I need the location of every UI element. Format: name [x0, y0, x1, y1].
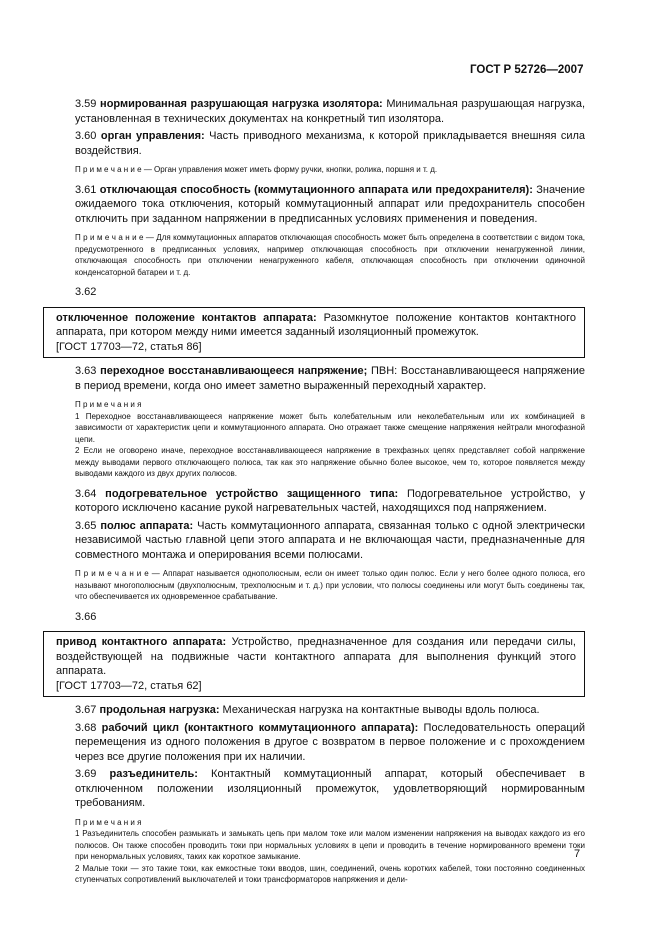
entry-3-66: привод контактного аппарата: Устройство, предназначенное для создания или передачи силы, воздействующей на подвижные части контактного аппарата для выполнения функций этого аппарата. — [56, 636, 576, 677]
entry-3-68: 3.68 рабочий цикл (контактного коммутационного аппарата): Последовательность операций перемещения из одного положения в другое с возвратом в первое положение и с прохождением через все другие положения при их наличии. — [75, 721, 585, 763]
entry-3-63: 3.63 переходное восстанавливающееся напряжение; ПВН: Восстанавливающееся напряжение в период времени, когда оно имеет заметно выраженный переходный характер. — [75, 365, 586, 392]
note-item: 1 Переходное восстанавливающееся напряжение может быть колебательным или неколебательным или их комбинацией в зависимости от характеристик цепи и коммутационного аппарата. Оно отражает также смещение напряжения нейтрали многофазной цепи. — [75, 411, 585, 444]
page-number: 7 — [574, 848, 581, 860]
entry-3-60: 3.60 орган управления: Часть приводного механизма, к которой прикладывается внешняя сила воздействия. — [75, 130, 585, 157]
entry-3-69: 3.69 разъединитель: Контактный коммутационный аппарат, который обеспечивает в отключенном положении изоляционный промежуток, удовлетворяющий нормированным требованиям. — [75, 768, 585, 809]
note-3-60: П р и м е ч а н и е — Орган управления может иметь форму ручки, кнопки, ролика, поршня и т. д. — [75, 165, 438, 174]
entry-3-64: 3.64 подогревательное устройство защищенного типа: Подогревательное устройство, у которого исключено касание рукой нагревательных частей, находящихся под напряжением. — [75, 487, 585, 514]
entry-3-62-source: [ГОСТ 17703—72, статья 86] — [56, 340, 202, 353]
note-3-65: П р и м е ч а н и е — Аппарат называется однополюсным, если он имеет только один полюс. Если у него более одного полюса, его называют многополюсным (двухполюсным, трехполюсным и т. д.) при условии, что полюсы соединены или могут быть соединены так, что обеспечивается их одновременное срабатывание. — [75, 569, 586, 601]
note-item: 1 Разъединитель способен размыкать и замыкать цепь при малом токе или малом изменении напряжения на выводах каждого из его полюсов. Он также способен проводить токи при нормальных условиях в цепи и проводить в течение нормированного времени токи при ненормальных условиях, таких как короткое замыкание. — [75, 829, 585, 861]
notes-3-69 — [75, 817, 585, 886]
entry-3-62-box — [43, 307, 585, 359]
notes-3-69-label: П р и м е ч а н и я — [75, 817, 142, 827]
notes-3-63-label: П р и м е ч а н и я — [75, 400, 142, 409]
entry-3-65: 3.65 полюс аппарата: Часть коммутационного аппарата, связанная только с одной электрически независимой частью главной цепи этого аппарата и не включающая части, предназначенные для совместного монтажа и оперирования всеми полюсами. — [75, 519, 586, 561]
entry-3-66-number: 3.66 — [75, 610, 97, 623]
note-item: 2 Малые токи — это такие токи, как емкостные токи вводов, шин, соединений, очень коротких кабелей, токи постоянно соединенных ступенчатых сопротивлений выключателей и токи трансформаторов напряжения и дели- — [75, 863, 585, 884]
document-header: ГОСТ Р 52726—2007 — [470, 64, 584, 76]
note-3-61: П р и м е ч а н и е — Для коммутационных аппаратов отключающая способность может быть определена в соответствии с видом тока, предусмотренного в предписанных условиях, например отключающая способность при отключении ненагруженной линии, отключающая способность при отключении ненагруженного кабеля, отключающая способность при отключении одиночной конденсаторной батареи и т. д. — [75, 233, 585, 277]
entry-3-59: 3.59 нормированная разрушающая нагрузка изолятора: Минимальная разрушающая нагрузка, установленная в технических документах на конкретный тип изолятора. — [75, 98, 586, 125]
entry-3-62-number: 3.62 — [75, 286, 97, 298]
notes-3-63 — [75, 399, 585, 480]
entry-3-66-source: [ГОСТ 17703—72, статья 62] — [56, 679, 202, 692]
document-body — [56, 97, 586, 893]
entry-3-61: 3.61 отключающая способность (коммутационного аппарата или предохранителя): Значение ожидаемого тока отключения, который коммутационный аппарат или предохранитель способен отключить при заданном напряжении в предписанных условиях применения и поведения. — [75, 183, 585, 225]
entry-3-66-box — [43, 631, 585, 697]
entry-3-67: 3.67 продольная нагрузка: Механическая нагрузка на контактные выводы вдоль полюса. — [75, 704, 540, 716]
entry-3-62: отключенное положение контактов аппарата: Разомкнутое положение контактов контактного аппарата, при котором между ними имеется заданный изоляционный промежуток. — [56, 311, 576, 338]
note-item: 2 Если не оговорено иначе, переходное восстанавливающееся напряжение в трехфазных цепях представляет собой напряжение между выводами первого отключающего полюса, так как это напряжение обычно более высокое, чем то, которое появляется между выводами каждого из двух других полюсов. — [75, 446, 585, 478]
